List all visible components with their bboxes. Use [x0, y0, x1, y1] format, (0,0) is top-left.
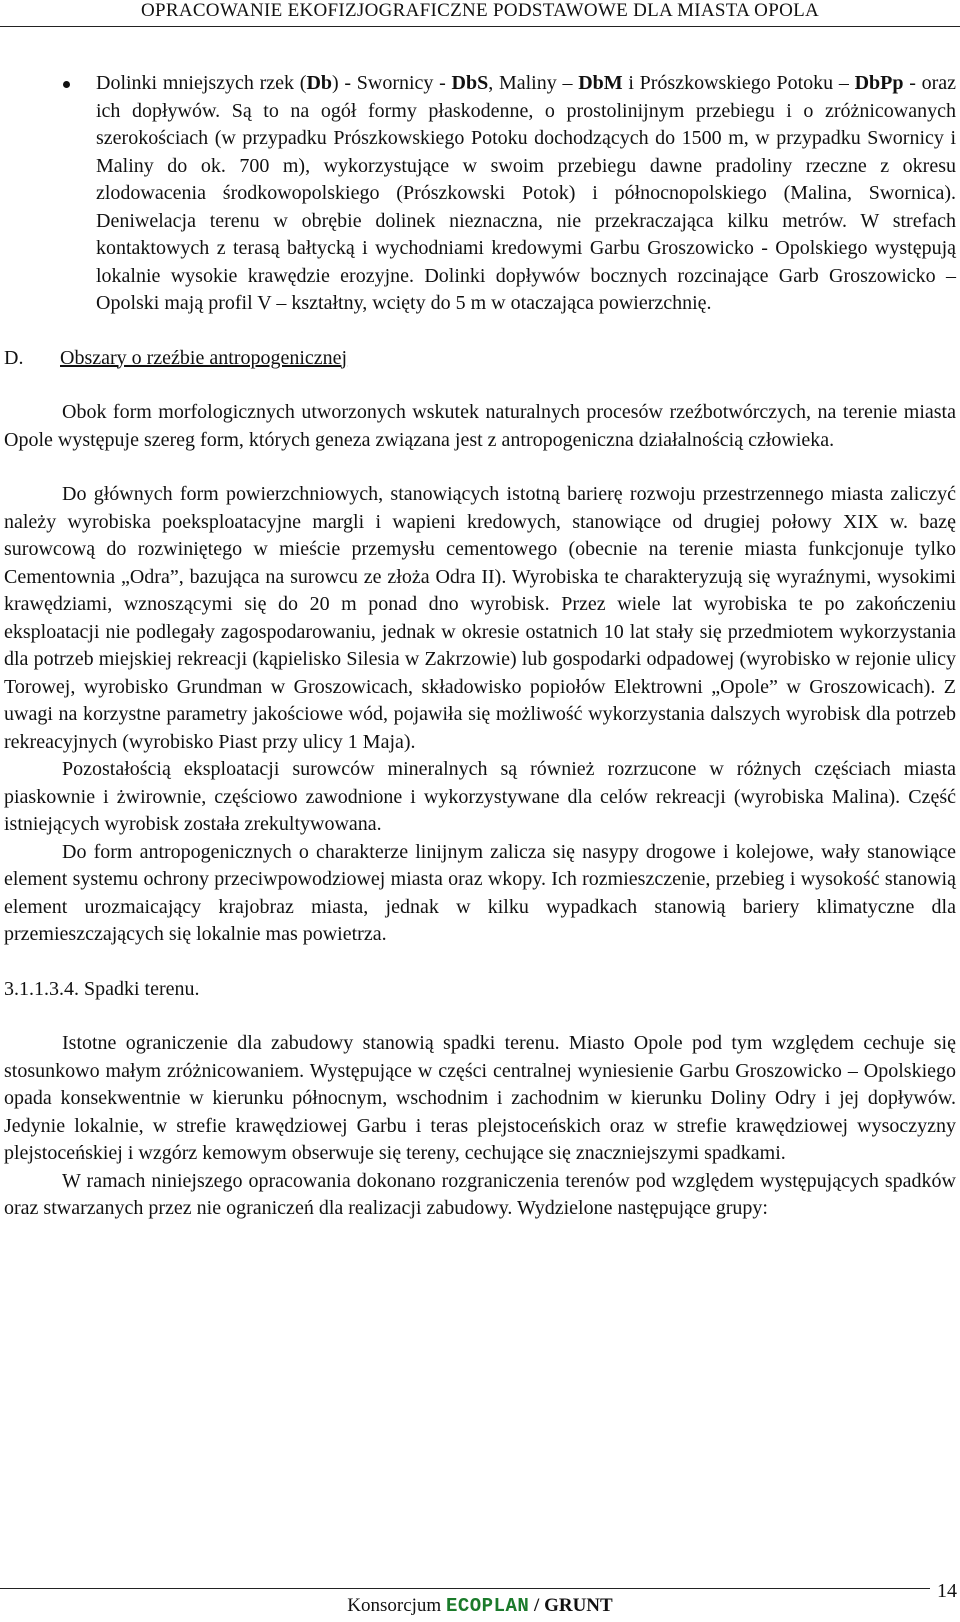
footer-prefix: Konsorcjum: [347, 1595, 446, 1616]
footer-separator: /: [529, 1595, 545, 1616]
bullet-icon: [63, 81, 70, 88]
paragraph: Do form antropogenicznych o charakterze linijnym zalicza się nasypy drogowe i kolejowe, wały stanowiące element systemu ochrony przeciwpowodziowej miasta oraz wkopy. Ich rozmieszczenie, przebieg i wysokość stanowią element urozmaicający krajobraz miasta, jednak w kilku wypadkach stanowią bariery klimatyczne dla przemieszczających się lokalnie mas powietrza.: [4, 840, 956, 945]
subsection-title: 3.1.1.3.4. Spadki terenu.: [4, 977, 200, 1000]
text-run: , Maliny –: [488, 72, 579, 94]
footer-divider: [0, 1588, 930, 1589]
text-run: ) - Swornicy -: [332, 72, 452, 94]
bold-code: Db: [306, 72, 333, 94]
list-item: [4, 70, 956, 318]
text-run: Dolinki mniejszych rzek (: [96, 72, 307, 94]
section-heading: [4, 345, 956, 373]
section-title: Obszary o rzeźbie antropogenicznej: [60, 346, 348, 369]
bullet-paragraph: [96, 70, 956, 318]
ecoplan-logo-text: ECOPLAN: [445, 1595, 530, 1617]
paragraph: Do głównych form powierzchniowych, stanowiących istotną barierę rozwoju przestrzennego miasta zaliczyć należy wyrobiska poeksploatacyjne margli i wapieni kredowych, stanowiące od drugiej połowy XIX w. bazę surowcową do rozwiniętego w mieście przemysłu cementowego (obecnie na terenie miasta funkcjonuje tylko Cementownia „Odra”, bazująca na surowcu ze złoża Odra II). Wyrobiska te charakteryzują się wyraźnymi, wysokimi krawędziami, wznoszącymi się do 20 m ponad dno wyrobisk. Przez wiele lat wyrobiska te po zakończeniu eksploatacji nie podlegały zagospodarowaniu, jednak w okresie ostatnich 10 lat stały się przedmiotem wykorzystania dla potrzeb miejskiej rekreacji (kąpielisko Silesia w Zakrzowie) lub gospodarki odpadowej (wyrobisko w rejonie ulicy Torowej, wyrobisko Grundman w Groszowicach, składowisko popiołów Elektrowni „Opole” w Groszowicach). Z uwagi na korzystne parametry jakościowe wód, pojawiła się możliwość wykorzystania dalszych wyrobisk dla potrzeb rekreacyjnych (wyrobisko Piast przy ulicy 1 Maja).: [4, 483, 956, 753]
grunt-logo-text: GRUNT: [544, 1595, 613, 1616]
bold-code: DbPp: [854, 72, 904, 94]
bold-code: DbM: [578, 72, 623, 94]
paragraph: W ramach niniejszego opracowania dokonano rozgraniczenia terenów pod względem występujących spadków oraz stwarzanych przez nie ograniczeń dla realizacji zabudowy. Wydzielone następujące grupy:: [4, 1169, 956, 1219]
text-run: - oraz ich dopływów. Są to na ogół formy płaskodenne, o prostolinijnym przebiegu i o zróżnicowanych szerokościach (w przypadku Prószkowskiego Potoku dochodzących do 1500 m, w przypadku Swornicy i Maliny do ok. 700 m), wykorzystujące w swoim przebiegu dawne pradoliny rzeczne z okresu zlodowacenia środkowopolskiego (Prószkowski Potok) i północnopolskiego (Malina, Swornica). Deniwelacja terenu w obrębie dolinek nieznaczna, nie przekraczająca kilku metrów. W strefach kontaktowych z terasą bałtycką i wychodniami kredowymi Garbu Groszowicko - Opolskiego występują lokalnie wysokie krawędzie erozyjne. Dolinki dopływów bocznych rozcinające Garb Groszowicko – Opolski mają profil V – kształtny, wcięty do 5 m w otaczająca powierzchnię.: [96, 72, 957, 314]
text-run: i Prószkowskiego Potoku –: [622, 72, 855, 94]
page-number: 14: [937, 1580, 957, 1602]
paragraph: Pozostałością eksploatacji surowców mineralnych są również rozrzucone w różnych częściach miasta piaskownie i żwirownie, częściowo zawodnione i wykorzystywane dla celów rekreacji (wyrobiska Malina). Część istniejących wyrobisk została zrekultywowana.: [4, 758, 956, 835]
bold-code: DbS: [451, 72, 489, 94]
page-footer: [0, 1594, 960, 1618]
document-body: [4, 70, 956, 1223]
paragraph: Istotne ograniczenie dla zabudowy stanowią spadki terenu. Miasto Opole pod tym względem cechuje się stosunkowo małym zróżnicowaniem. Występujące w części centralnej wyniesienie Garbu Groszowicko – Opolskiego opada konsekwentnie w kierunku północnym, wschodnim i zachodnim w kierunku Doliny Odry i jej dopływów. Jedynie lokalnie, w strefie krawędziowej Garbu i teras plejstoceńskich oraz w strefie krawędziowej wysoczyzny plejstoceńskiej i wzgórz kemowym obserwuje się tereny, cechujące się znaczniejszymi spadkami.: [4, 1032, 956, 1164]
section-letter: D.: [4, 346, 24, 369]
page-header: OPRACOWANIE EKOFIZJOGRAFICZNE PODSTAWOWE DLA MIASTA OPOLA: [0, 0, 960, 27]
paragraph: Obok form morfologicznych utworzonych wskutek naturalnych procesów rzeźbotwórczych, na terenie miasta Opole występuje szereg form, których geneza związana jest z antropogeniczna działalnością człowieka.: [4, 401, 956, 451]
